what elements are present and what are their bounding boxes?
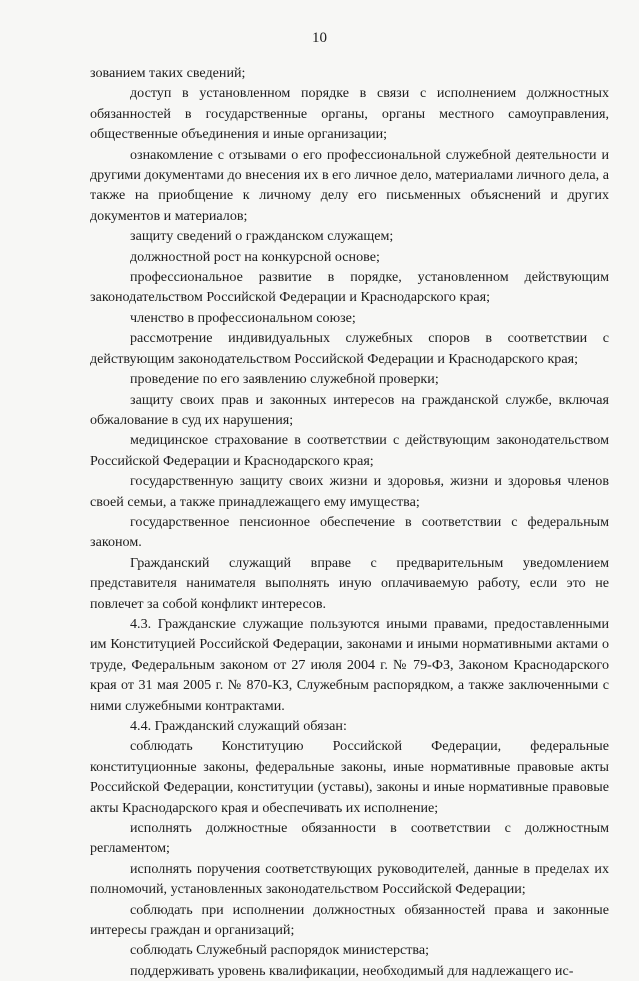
- paragraph: поддерживать уровень квалификации, необходимый для надлежащего ис-: [130, 962, 574, 979]
- paragraph: исполнять поручения соответствующих руководителей, данные в пределах их полномочий, установленных законодательством Российской Федерации;: [90, 860, 609, 898]
- paragraph: должностной рост на конкурсной основе;: [130, 248, 380, 265]
- paragraph: рассмотрение индивидуальных служебных споров в соответствии с действующим законодательством Российской Федерации и Краснодарского края;: [90, 330, 609, 367]
- paragraph: защиту своих прав и законных интересов на гражданской службе, включая обжалование в суд их нарушения;: [90, 391, 609, 428]
- document-body: [90, 63, 609, 981]
- paragraph: соблюдать при исполнении должностных обязанностей права и законные интересы граждан и организаций;: [90, 901, 609, 939]
- paragraph: соблюдать Служебный распорядок министерства;: [130, 942, 430, 959]
- page-number: 10: [312, 30, 327, 46]
- paragraph: государственное пенсионное обеспечение в соответствии с федеральным законом.: [90, 513, 609, 551]
- paragraph: исполнять должностные обязанности в соответствии с должностным регламентом;: [90, 820, 609, 857]
- paragraph: зованием таких сведений;: [90, 65, 246, 81]
- section-heading: 4.4. Гражданский служащий обязан:: [130, 718, 347, 734]
- paragraph: защиту сведений о гражданском служащем;: [130, 228, 394, 245]
- paragraph: медицинское страхование в соответствии с действующим законодательством Российской Федерации и Краснодарского края;: [90, 432, 609, 469]
- paragraph: доступ в установленном порядке в связи с исполнением должностных обязанностей в государственные органы, органы местного самоуправления, общественные объединения и иные организации;: [90, 85, 609, 143]
- paragraph: ознакомление с отзывами о его профессиональной служебной деятельности и другими документами до внесения их в его личное дело, материалами личного дела, а также на приобщение к личному делу его письменных объяснений и других документов и материалов;: [90, 146, 609, 224]
- paragraph: профессиональное развитие в порядке, установленном действующим законодательством Российской Федерации и Краснодарского края;: [90, 269, 609, 306]
- paragraph: проведение по его заявлению служебной проверки;: [130, 371, 439, 388]
- paragraph: членство в профессиональном союзе;: [130, 309, 356, 326]
- paragraph: государственную защиту своих жизни и здоровья, жизни и здоровья членов своей семьи, а также принадлежащего ему имущества;: [90, 473, 609, 510]
- paragraph: 4.3. Гражданские служащие пользуются иными правами, предоставленными им Конституцией Российской Федерации, законами и иными нормативными актами о труде, Федеральным законом от 27 июля 2004 г. № 79-ФЗ, Законом Краснодарского края от 31 мая 2005 г. № 870-КЗ, Служебным распорядком, а также заключенными с ними служебными контрактами.: [90, 615, 609, 714]
- paragraph: Гражданский служащий вправе с предварительным уведомлением представителя нанимателя выполнять иную оплачиваемую работу, если это не повлечет за собой конфликт интересов.: [90, 554, 609, 612]
- paragraph: соблюдать Конституцию Российской Федерации, федеральные конституционные законы, федеральные законы, иные нормативные правовые акты Российской Федерации, конституции (уставы), законы и иные нормативные правовые акты Краснодарского края и обеспечивать их исполнение;: [90, 738, 609, 816]
